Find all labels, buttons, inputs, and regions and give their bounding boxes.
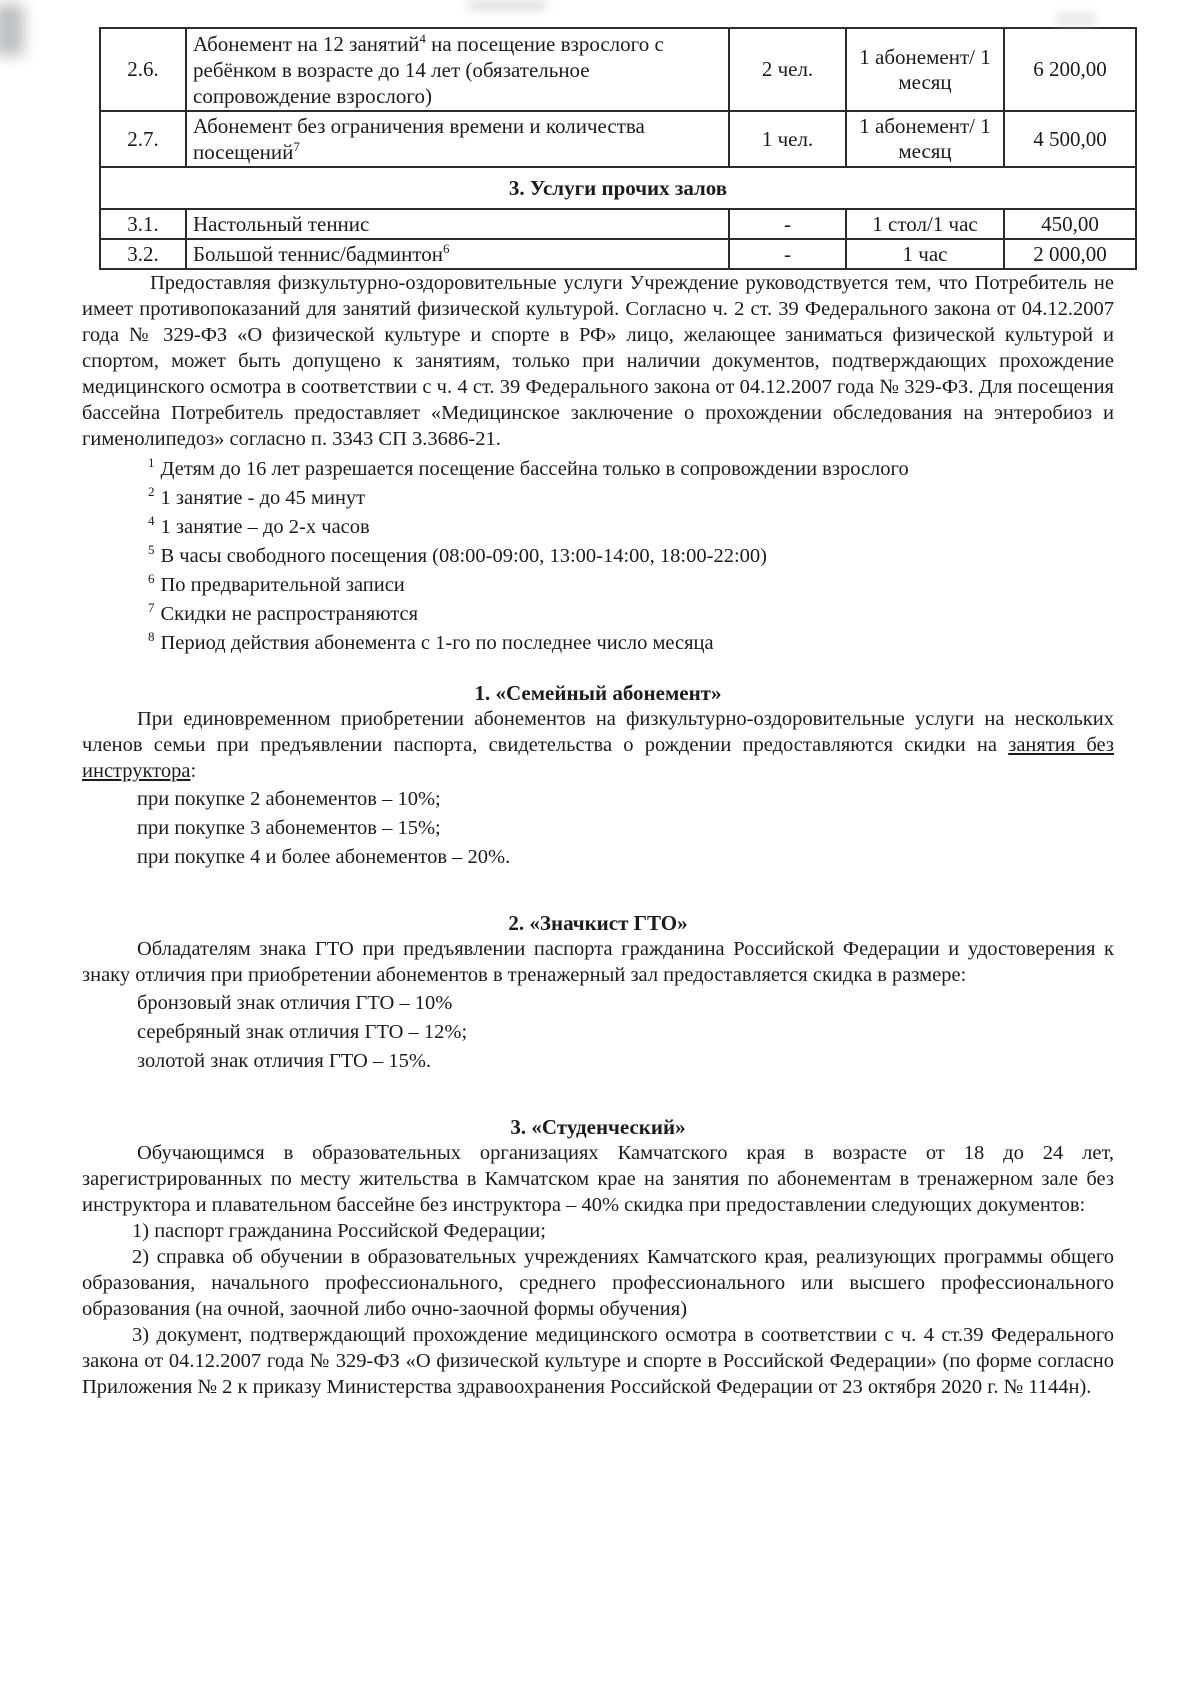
discount-item: бронзовый знак отличия ГТО – 10% bbox=[137, 992, 453, 1014]
family-discount-list bbox=[82, 785, 1114, 872]
footnote-marker: 1 bbox=[148, 455, 155, 471]
row-description-cell bbox=[186, 239, 729, 269]
section-heading-gto: 2. «Значкист ГТО» bbox=[508, 911, 688, 935]
row-price-cell: 450,00 bbox=[1004, 209, 1136, 239]
table-section-row bbox=[100, 167, 1136, 209]
footnote-ref: 7 bbox=[293, 139, 300, 154]
document-body bbox=[0, 270, 1192, 1400]
row-price-cell: 4 500,00 bbox=[1004, 111, 1136, 167]
row-number-cell: 3.2. bbox=[100, 239, 186, 269]
footnote-ref: 4 bbox=[419, 30, 426, 46]
document-list-item: 1) паспорт гражданина Российской Федерации; bbox=[132, 1220, 546, 1242]
footnote-marker: 4 bbox=[148, 513, 155, 529]
row-unit-cell: 1 абонемент/ 1 месяц bbox=[846, 28, 1004, 111]
footnote-text: 1 занятие – до 2-х часов bbox=[160, 516, 370, 538]
footnote-text: Скидки не распространяются bbox=[160, 603, 419, 625]
underlined-phrase: занятия без инструктора bbox=[82, 734, 1115, 782]
footnote-marker: 2 bbox=[148, 484, 155, 500]
footnote-ref: 6 bbox=[442, 241, 450, 256]
description-text: Настольный теннис bbox=[193, 212, 370, 236]
discount-item: при покупке 3 абонементов – 15%; bbox=[137, 817, 441, 839]
discount-item: серебряный знак отличия ГТО – 12%; bbox=[137, 1021, 468, 1043]
row-unit-cell: 1 абонемент/ 1 месяц bbox=[846, 111, 1004, 167]
price-table bbox=[99, 27, 1137, 270]
footnote-item bbox=[82, 571, 1114, 600]
footnote-item bbox=[82, 600, 1114, 629]
footnote-item bbox=[82, 629, 1114, 658]
gto-paragraph: Обладателям знака ГТО при предъявлении паспорта гражданина Российской Федерации и удостоверения к знаку отличия при приобретении абонементов в тренажерный зал предоставляется скидка в размере: bbox=[82, 938, 1114, 986]
footnote-marker: 7 bbox=[148, 600, 155, 616]
family-paragraph bbox=[82, 706, 1114, 784]
row-unit-cell: 1 час bbox=[846, 239, 1004, 269]
row-quantity-cell: 2 чел. bbox=[729, 28, 846, 111]
student-documents-list bbox=[82, 1218, 1114, 1400]
gto-discount-list bbox=[82, 989, 1114, 1076]
row-description-cell bbox=[186, 28, 729, 111]
row-number-cell: 2.7. bbox=[100, 111, 186, 167]
table-row bbox=[100, 209, 1136, 239]
table-section-header: 3. Услуги прочих залов bbox=[100, 167, 1136, 209]
row-number-cell: 3.1. bbox=[100, 209, 186, 239]
footnote-text: В часы свободного посещения (08:00-09:00, 13:00-14:00, 18:00-22:00) bbox=[160, 545, 767, 567]
footnote-item bbox=[82, 542, 1114, 571]
footnote-text: По предварительной записи bbox=[160, 574, 405, 596]
footnote-text: Период действия абонемента с 1-го по последнее число месяца bbox=[160, 632, 714, 654]
footnote-item bbox=[82, 484, 1114, 513]
family-paragraph-text: : bbox=[190, 760, 197, 782]
footnote-marker: 5 bbox=[148, 542, 155, 558]
description-text: Абонемент на 12 занятий bbox=[193, 31, 420, 56]
discount-item: золотой знак отличия ГТО – 15%. bbox=[137, 1050, 432, 1072]
student-paragraph: Обучающимся в образовательных организациях Камчатского края в возрасте от 18 до 24 лет, зарегистрированных по месту жительства в Камчатском крае на занятия по абонементам в тренажерном зале без инструктора и плавательном бассейне без инструктора – 40% скидка при предоставлении следующих документов: bbox=[82, 1142, 1114, 1216]
row-price-cell: 2 000,00 bbox=[1004, 239, 1136, 269]
row-number-cell: 2.6. bbox=[100, 28, 186, 111]
discount-item: при покупке 2 абонементов – 10%; bbox=[137, 788, 441, 810]
document-list-item: 2) справка об обучении в образовательных учреждениях Камчатского края, реализующих программы общего образования, начального профессионального, среднего профессионального или высшего профессионального образования (на очной, заочной либо очно-заочной формы обучения) bbox=[82, 1246, 1114, 1320]
row-quantity-cell: - bbox=[729, 239, 846, 269]
document-list-item: 3) документ, подтверждающий прохождение медицинского осмотра в соответствии с ч. 4 ст.39 Федерального закона от 04.12.2007 года № 329-ФЗ «О физической культуре и спорте в Российской Федерации» (по форме согласно Приложения № 2 к приказу Министерства здравоохранения Российской Федерации от 23 октября 2020 г. № 1144н). bbox=[82, 1324, 1114, 1398]
footnote-marker: 8 bbox=[148, 629, 155, 645]
row-quantity-cell: - bbox=[729, 209, 846, 239]
description-text: на посещение взрослого с ребёнком в возрасте до 14 лет (обязательное сопровождение взрослого) bbox=[193, 31, 664, 108]
footnote-text: 1 занятие - до 45 минут bbox=[160, 487, 366, 509]
footnote-item bbox=[82, 455, 1114, 484]
footnote-item bbox=[82, 513, 1114, 542]
description-text: Большой теннис/бадминтон bbox=[193, 242, 443, 266]
scan-streak-right bbox=[1056, 14, 1096, 24]
section-heading-family: 1. «Семейный абонемент» bbox=[474, 681, 722, 705]
row-quantity-cell: 1 чел. bbox=[729, 111, 846, 167]
footnote-marker: 6 bbox=[148, 571, 155, 587]
section-heading-student: 3. «Студенческий» bbox=[510, 1115, 686, 1139]
description-text: Абонемент без ограничения времени и количества посещений bbox=[193, 114, 645, 164]
discount-item: при покупке 4 и более абонементов – 20%. bbox=[137, 846, 511, 868]
scan-streak-top bbox=[468, 0, 546, 10]
footnote-text: Детям до 16 лет разрешается посещение бассейна только в сопровождении взрослого bbox=[160, 458, 909, 480]
row-description-cell bbox=[186, 209, 729, 239]
row-description-cell bbox=[186, 111, 729, 167]
intro-paragraph: Предоставляя физкультурно-оздоровительные услуги Учреждение руководствуется тем, что Потребитель не имеет противопоказаний для занятий физической культурой. Согласно ч. 2 ст. 39 Федерального закона от 04.12.2007 года № 329-ФЗ «О физической культуре и спорте в РФ» лицо, желающее заниматься физической культурой и спортом, может быть допущено к занятиям, только при наличии документов, подтверждающих прохождение медицинского осмотра в соответствии с ч. 4 ст. 39 Федерального закона от 04.12.2007 года № 329-ФЗ. Для посещения бассейна Потребитель предоставляет «Медицинское заключение о прохождении обследования на энтеробиоз и гименолипедоз» согласно п. 3343 СП 3.3686-21. bbox=[82, 272, 1114, 450]
scan-smudge-top-left bbox=[0, 4, 24, 56]
family-paragraph-text: При единовременном приобретении абонементов на физкультурно-оздоровительные услуги на нескольких членов семьи при предъявлении паспорта, свидетельства о рождении предоставляются скидки на bbox=[82, 708, 1114, 756]
table-row bbox=[100, 239, 1136, 269]
table-row bbox=[100, 111, 1136, 167]
row-price-cell: 6 200,00 bbox=[1004, 28, 1136, 111]
table-row bbox=[100, 28, 1136, 111]
footnotes-block bbox=[82, 455, 1114, 658]
row-unit-cell: 1 стол/1 час bbox=[846, 209, 1004, 239]
